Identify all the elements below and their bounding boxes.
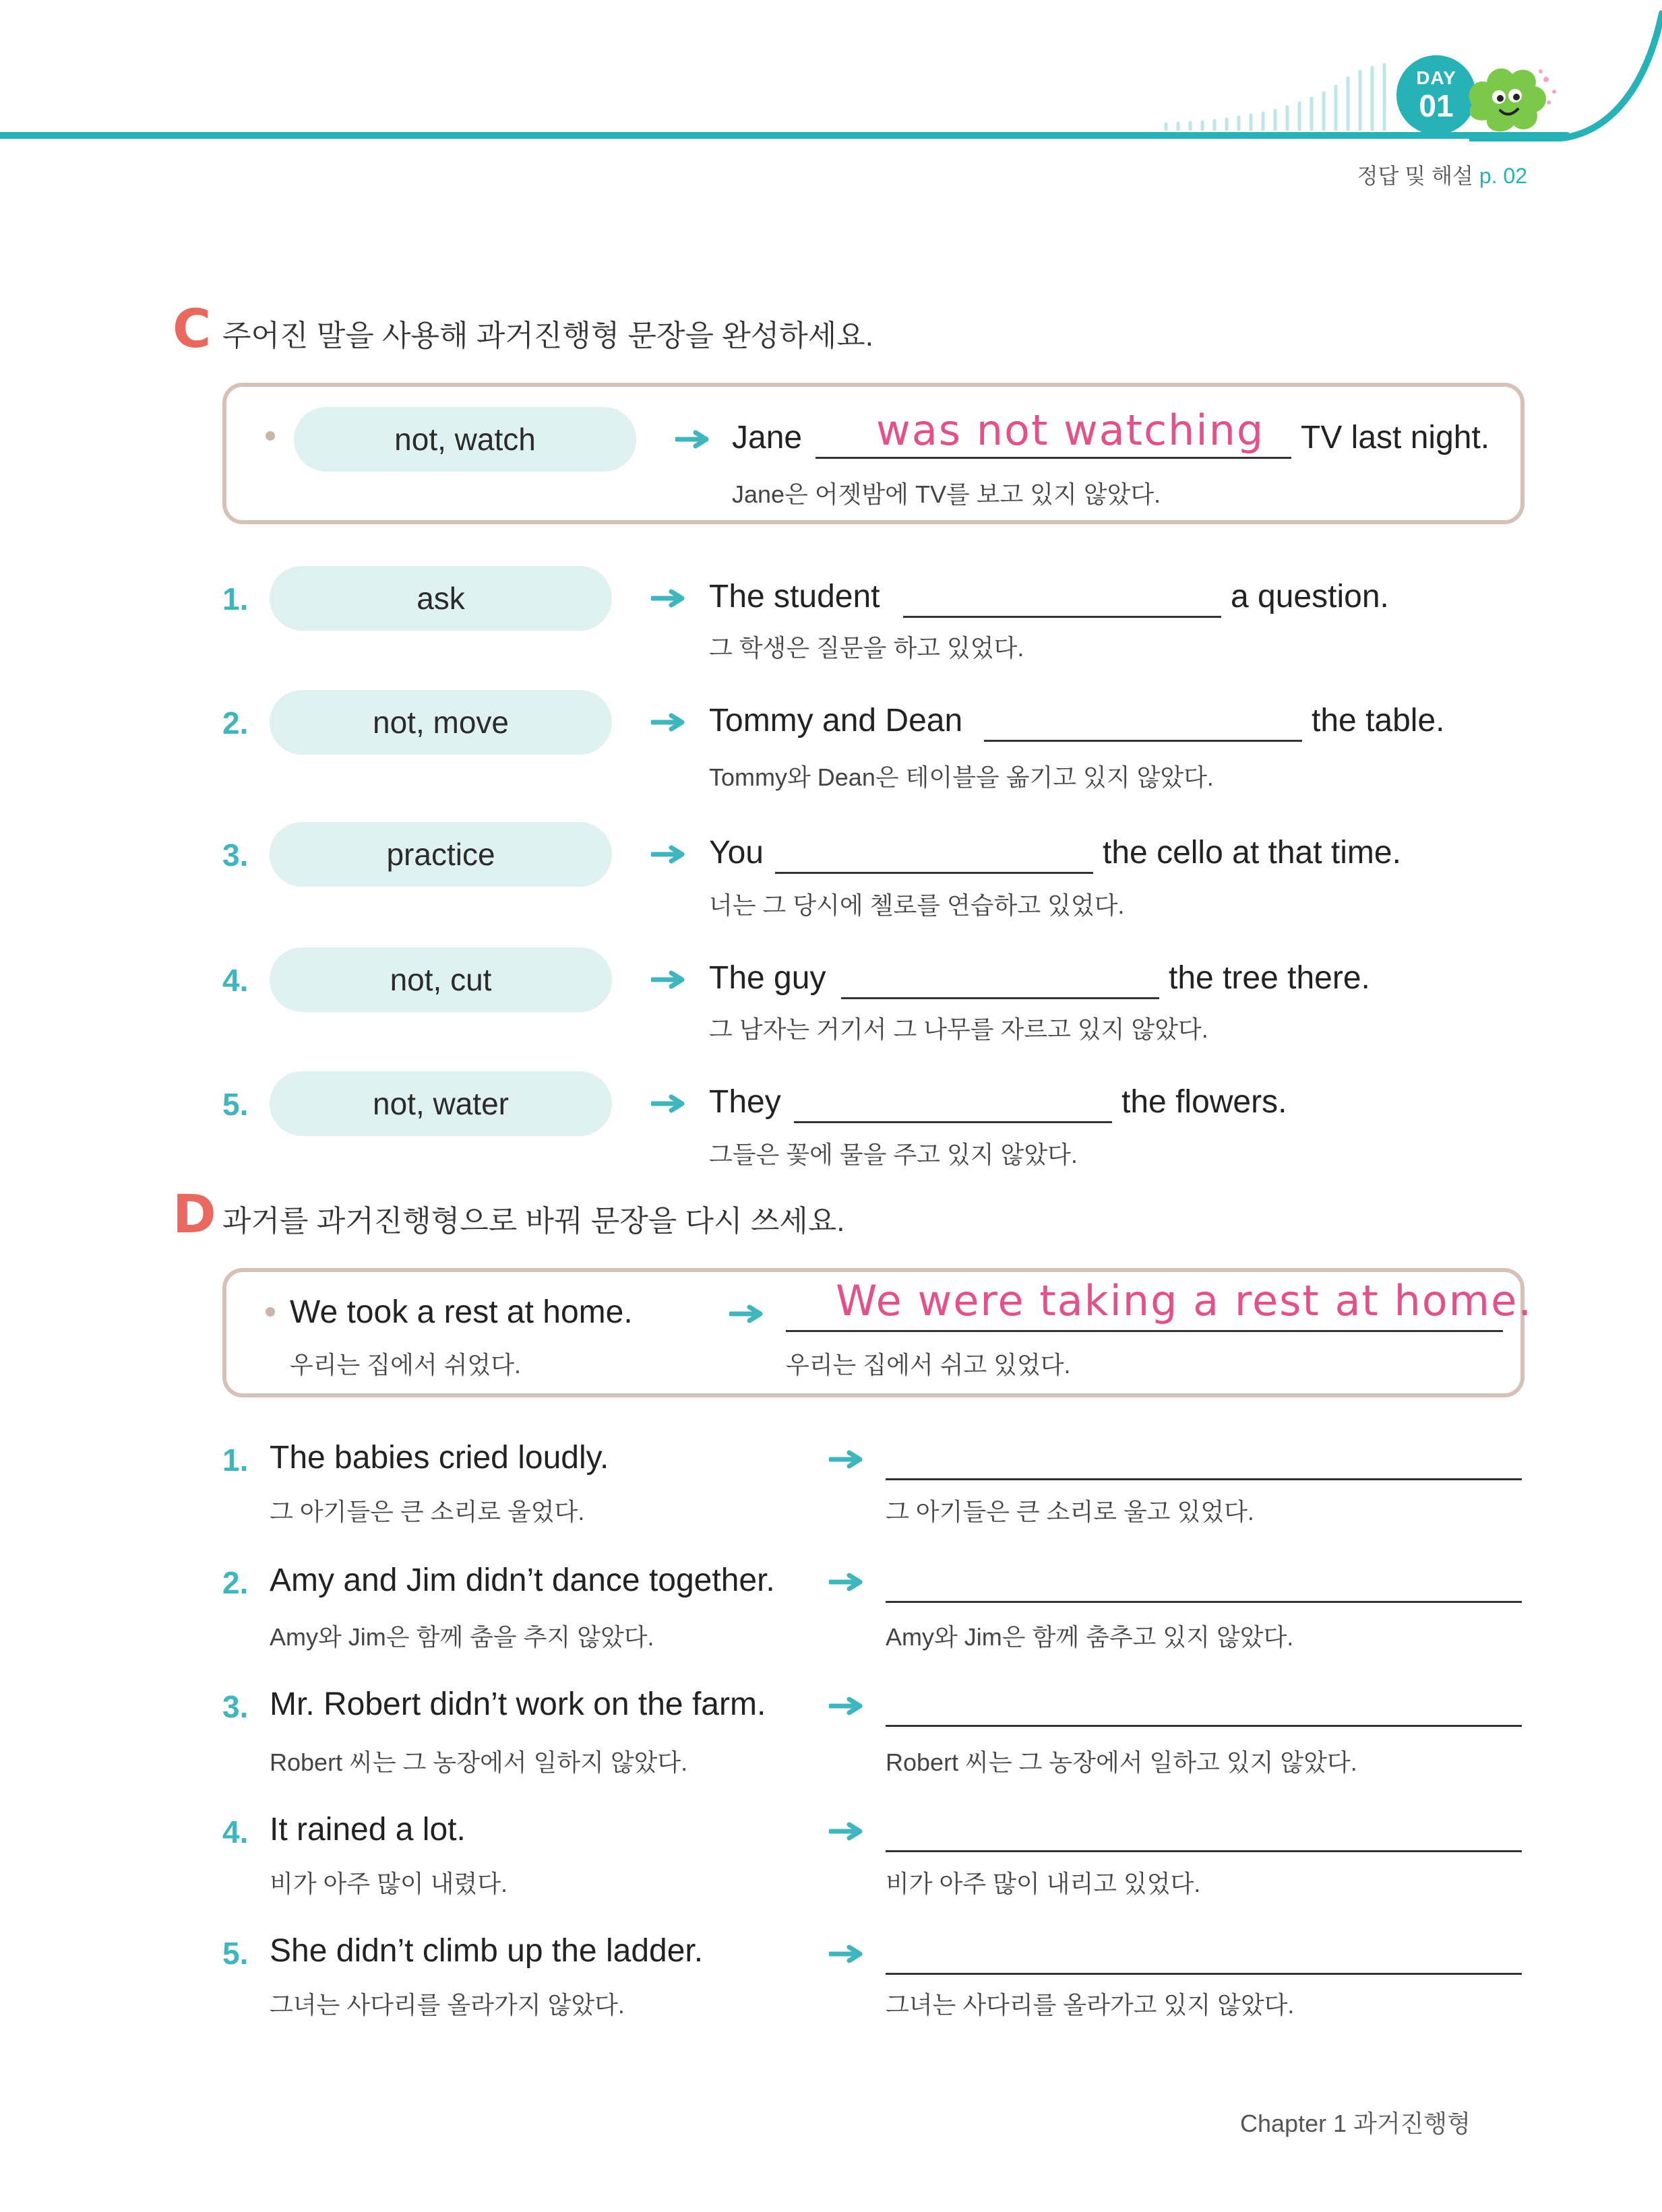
section-d-letter: D [173, 1184, 216, 1245]
example-hint-pill: not, watch [294, 407, 636, 472]
arrow-right-icon [651, 713, 686, 732]
answer-ref-page: p. 02 [1479, 164, 1527, 188]
mascot-icon [1460, 58, 1561, 139]
d-item-4-korean: 비가 아주 많이 내렸다. [270, 1870, 507, 1897]
d-example-korean: 우리는 집에서 쉬었다. [290, 1351, 521, 1379]
c-item-1-before: The student [709, 579, 880, 614]
d-item-4-sentence: It rained a lot. [270, 1812, 466, 1847]
d-item-4-blank[interactable] [886, 1850, 1522, 1852]
d-item-3-answer-korean: Robert 씨는 그 농장에서 일하고 있지 않았다. [886, 1748, 1357, 1776]
d-item-2-blank[interactable] [886, 1601, 1522, 1603]
c-item-4-after: the tree there. [1169, 960, 1370, 996]
header-rule [0, 132, 1570, 139]
c-item-3-number: 3. [222, 838, 249, 873]
d-item-1-blank[interactable] [886, 1478, 1522, 1480]
answer-ref-text: 정답 및 해설 [1357, 164, 1473, 188]
c-item-3-blank[interactable] [775, 872, 1093, 874]
answer-reference [1357, 159, 1527, 190]
d-item-4-answer-korean: 비가 아주 많이 내리고 있었다. [886, 1870, 1201, 1897]
d-item-1-answer-korean: 그 아기들은 큰 소리로 울고 있었다. [886, 1498, 1254, 1525]
c-item-5-blank[interactable] [794, 1121, 1112, 1123]
d-item-3-korean: Robert 씨는 그 농장에서 일하지 않았다. [270, 1748, 688, 1776]
c-item-1-number: 1. [222, 581, 249, 617]
c-item-3-korean: 너는 그 당시에 첼로를 연습하고 있었다. [709, 891, 1125, 919]
d-item-5-number: 5. [222, 1936, 249, 1971]
d-item-1-number: 1. [222, 1443, 249, 1478]
c-item-4-before: The guy [709, 960, 826, 996]
d-item-1-korean: 그 아기들은 큰 소리로 울었다. [270, 1498, 585, 1525]
arrow-right-icon [829, 1450, 864, 1469]
c-item-3-after: the cello at that time. [1103, 835, 1401, 871]
c-item-5-before: They [709, 1084, 781, 1120]
d-item-5-answer-korean: 그녀는 사다리를 올라가고 있지 않았다. [886, 1991, 1295, 2019]
c-item-3-hint: practice [270, 822, 612, 887]
c-item-5-hint: not, water [270, 1071, 612, 1136]
arrow-right-icon [651, 970, 686, 989]
c-item-2-before: Tommy and Dean [709, 703, 963, 738]
d-example-answer-korean: 우리는 집에서 쉬고 있었다. [786, 1351, 1071, 1379]
arrow-right-icon [729, 1304, 764, 1323]
arrow-right-icon [829, 1697, 864, 1715]
section-c-title: 주어진 말을 사용해 과거진행형 문장을 완성하세요. [222, 319, 873, 352]
d-item-3-blank[interactable] [886, 1725, 1522, 1727]
bullet-dot [266, 431, 275, 441]
example-answer: was not watching [876, 406, 1265, 455]
d-item-2-sentence: Amy and Jim didn’t dance together. [270, 1562, 775, 1598]
c-item-3-before: You [709, 835, 764, 871]
c-item-5-korean: 그들은 꽃에 물을 주고 있지 않았다. [709, 1141, 1078, 1168]
c-item-4-korean: 그 남자는 거기서 그 나무를 자르고 있지 않았다. [709, 1015, 1208, 1043]
d-item-5-blank[interactable] [886, 1973, 1522, 1975]
c-item-1-korean: 그 학생은 질문을 하고 있었다. [709, 634, 1024, 662]
example-before: Jane [732, 420, 803, 455]
c-item-2-korean: Tommy와 Dean은 테이블을 옮기고 있지 않았다. [709, 763, 1214, 791]
section-d-title: 과거를 과거진행형으로 바꿔 문장을 다시 쓰세요. [222, 1205, 845, 1238]
d-example-sentence: We took a rest at home. [290, 1294, 633, 1330]
arrow-right-icon [651, 1094, 686, 1113]
signal-bars-decoration [1159, 58, 1415, 132]
c-item-5-after: the flowers. [1121, 1084, 1287, 1120]
d-item-4-number: 4. [222, 1814, 249, 1850]
c-item-1-blank[interactable] [903, 616, 1221, 618]
arrow-right-icon [829, 1945, 864, 1963]
c-item-2-blank[interactable] [984, 740, 1302, 742]
c-item-1-hint: ask [270, 566, 612, 631]
c-item-2-after: the table. [1312, 703, 1445, 738]
bullet-dot [266, 1307, 275, 1317]
arrow-right-icon [651, 845, 686, 864]
c-item-2-hint: not, move [270, 690, 612, 755]
example-blank-line [815, 457, 1291, 459]
d-item-5-korean: 그녀는 사다리를 올라가지 않았다. [270, 1991, 625, 2019]
arrow-right-icon [675, 430, 710, 449]
c-item-4-hint: not, cut [270, 947, 612, 1012]
footer-chapter: Chapter 1 과거진행형 [1240, 2110, 1471, 2137]
d-item-2-korean: Amy와 Jim은 함께 춤을 추지 않았다. [270, 1623, 654, 1651]
arrow-right-icon [829, 1573, 864, 1591]
d-item-1-sentence: The babies cried loudly. [270, 1440, 609, 1476]
example-after: TV last night. [1301, 420, 1490, 455]
arrow-right-icon [829, 1822, 864, 1841]
c-item-5-number: 5. [222, 1087, 249, 1122]
d-example-blank-line [786, 1330, 1503, 1332]
c-item-1-after: a question. [1231, 579, 1389, 614]
d-item-5-sentence: She didn’t climb up the ladder. [270, 1933, 704, 1969]
d-item-3-number: 3. [222, 1689, 249, 1724]
d-item-3-sentence: Mr. Robert didn’t work on the farm. [270, 1686, 766, 1722]
c-item-4-number: 4. [222, 963, 249, 998]
c-item-2-number: 2. [222, 705, 249, 740]
d-item-2-number: 2. [222, 1565, 249, 1600]
section-c-letter: C [173, 299, 212, 360]
example-korean: Jane은 어젯밤에 TV를 보고 있지 않았다. [732, 480, 1161, 508]
arrow-right-icon [651, 589, 686, 608]
day-label: DAY [1416, 67, 1456, 88]
d-example-answer: We were taking a rest at home. [836, 1276, 1533, 1325]
d-item-2-answer-korean: Amy와 Jim은 함께 춤추고 있지 않았다. [886, 1623, 1294, 1651]
c-item-4-blank[interactable] [841, 997, 1159, 999]
day-number: 01 [1419, 88, 1454, 123]
